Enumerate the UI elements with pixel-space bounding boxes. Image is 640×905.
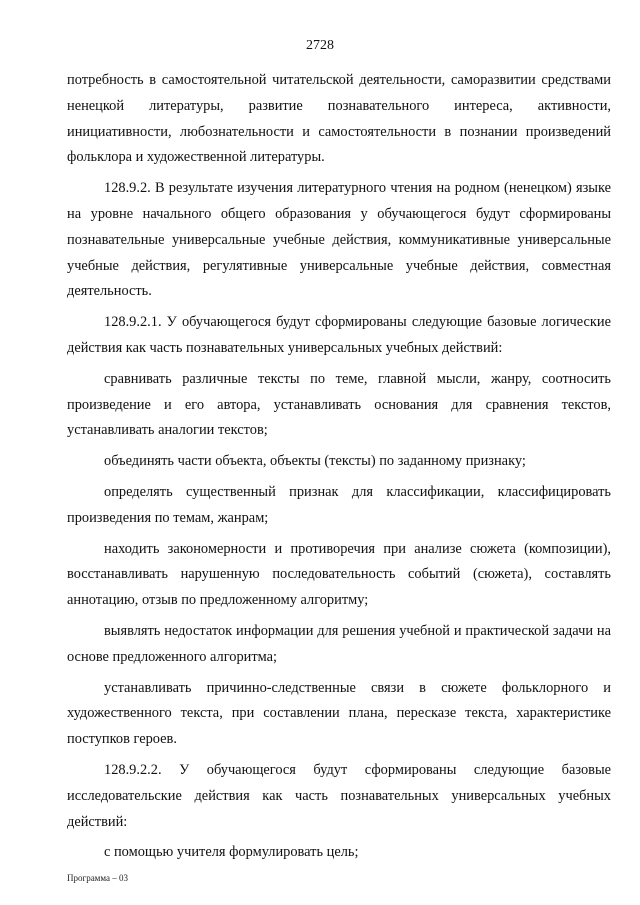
paragraph: потребность в самостоятельной читательской деятельности, саморазвитии средствами ненецкой литературы, развитие познавательного интереса, активности, инициативности, любознательности и самостоятельности в познании произведений фольклора и художественной литературы. [67, 72, 611, 166]
paragraph: 128.9.2. В результате изучения литературного чтения на родном (ненецком) языке на уровне начального общего образования у обучающегося будут сформированы познавательные универсальные учебные действия, коммуникативные универсальные учебные действия, регулятивные универсальные учебные действия, совместная деятельность. [67, 180, 611, 300]
paragraph: с помощью учителя формулировать цель; [104, 844, 359, 861]
paragraph: выявлять недостаток информации для решения учебной и практической задачи на основе предложенного алгоритма; [67, 622, 611, 665]
paragraph: 128.9.2.2. У обучающегося будут сформированы следующие базовые исследовательские действия как часть познавательных универсальных учебных действий: [67, 761, 611, 830]
footer-label: Программа – 03 [67, 873, 129, 883]
page-number: 2728 [306, 38, 334, 53]
paragraph: 128.9.2.1. У обучающегося будут сформированы следующие базовые логические действия как часть познавательных универсальных учебных действий: [67, 314, 611, 356]
document-body [67, 68, 611, 871]
paragraph: устанавливать причинно-следственные связи в сюжете фольклорного и художественного текста, при составлении плана, пересказе текста, характеристике поступков героев. [67, 679, 611, 748]
paragraph: объединять части объекта, объекты (тексты) по заданному признаку; [104, 453, 526, 470]
paragraph: определять существенный признак для классификации, классифицировать произведения по темам, жанрам; [67, 483, 611, 526]
paragraph: сравнивать различные тексты по теме, главной мысли, жанру, соотносить произведение и его автора, устанавливать основания для сравнения текстов, устанавливать аналогии текстов; [67, 370, 611, 439]
paragraph: находить закономерности и противоречия при анализе сюжета (композиции), восстанавливать нарушенную последовательность событий (сюжета), составлять аннотацию, отзыв по предложенному алгоритму; [67, 540, 611, 609]
